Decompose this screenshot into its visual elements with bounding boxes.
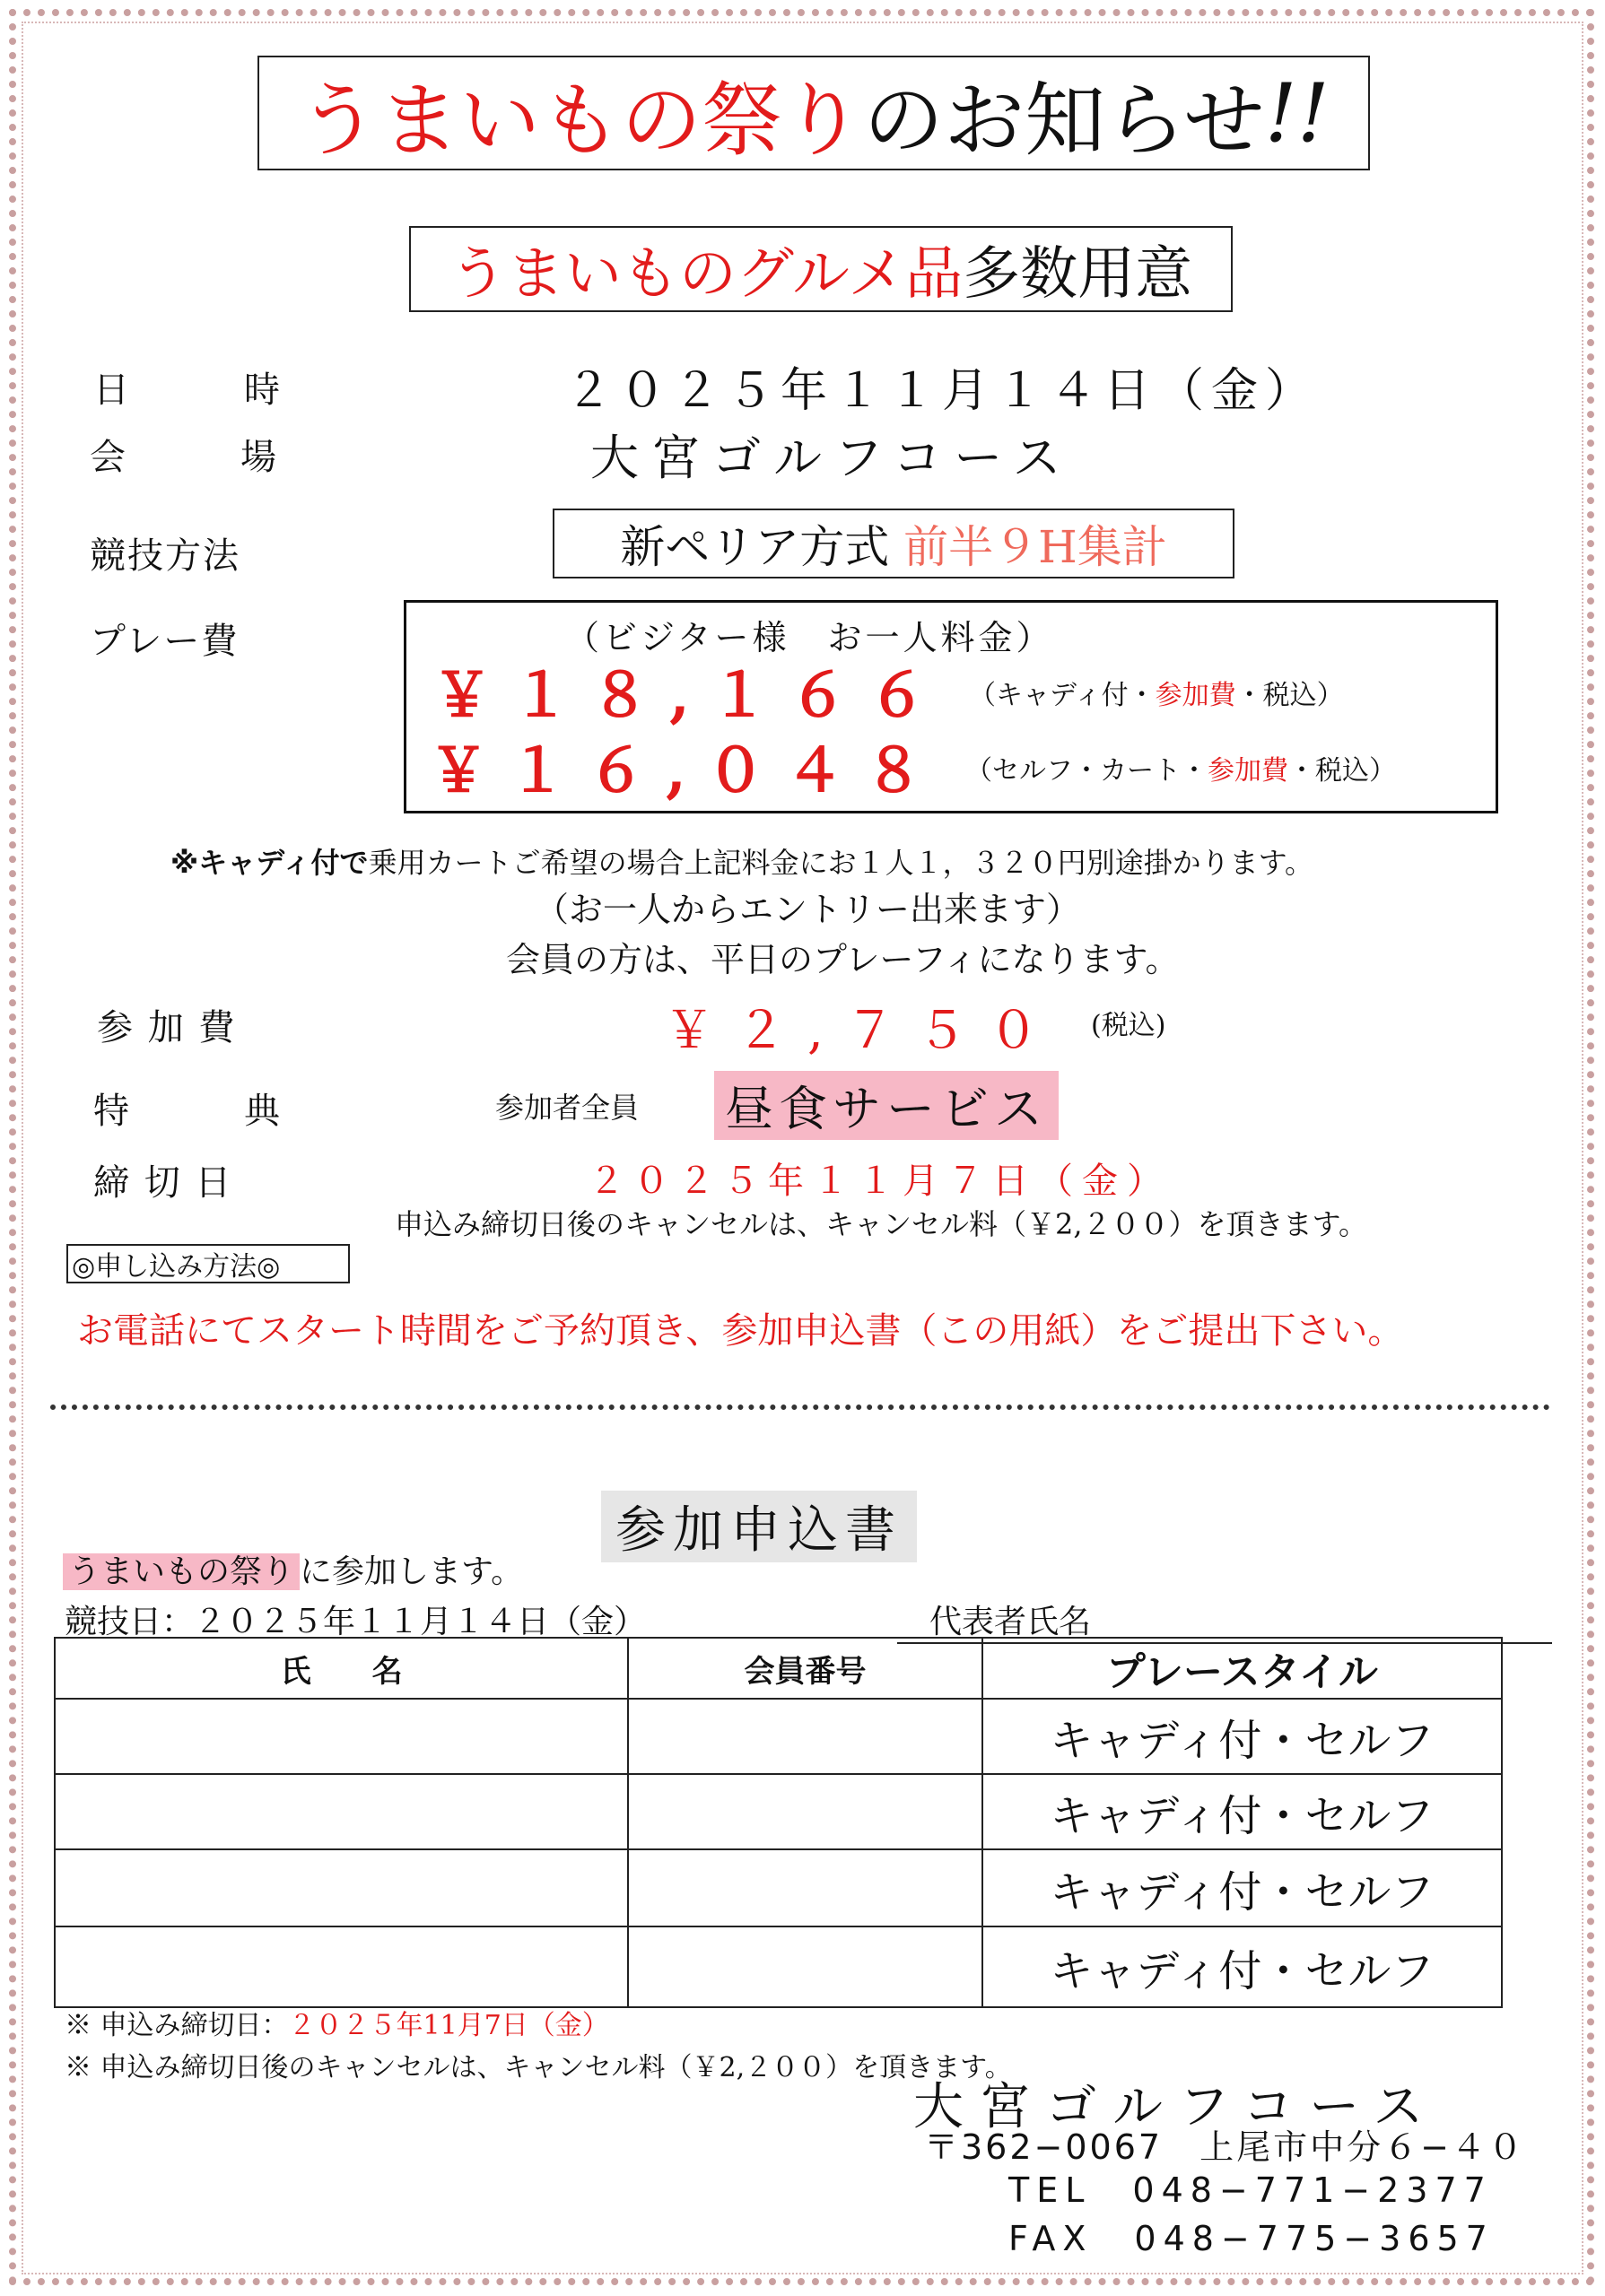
- play-style-cell[interactable]: キャディ付・セルフ: [982, 1926, 1502, 2007]
- form-event-name: うまいもの祭り: [63, 1553, 300, 1590]
- member-no-cell[interactable]: [628, 1699, 981, 1774]
- self-note-a: （セルフ・カート・: [965, 755, 1208, 787]
- subtitle-red: うまいものグルメ品: [449, 241, 964, 308]
- member-note: 会員の方は、平日のプレーフィになります。: [506, 940, 1180, 979]
- name-cell[interactable]: [55, 1926, 628, 2007]
- table-row: [55, 1774, 1502, 1849]
- cart-note: [170, 840, 1313, 882]
- fee-heading: （ビジター様 お一人料金）: [565, 618, 1054, 657]
- perk-small: 参加者全員: [495, 1091, 640, 1125]
- self-note-b: 参加費: [1208, 755, 1288, 787]
- solo-note: （お一人からエントリー出来ます）: [535, 890, 1081, 929]
- name-cell[interactable]: [55, 1774, 628, 1849]
- self-note: [965, 748, 1396, 787]
- cart-note-rest: 乗用カートご希望の場合上記料金にお１人１，３２０円別途掛かります。: [368, 846, 1314, 880]
- title-exclamation: !!: [1264, 65, 1330, 161]
- self-note-c: ・税込）: [1288, 755, 1396, 787]
- caddie-note: [969, 673, 1344, 712]
- title-suffix: のお知らせ: [863, 74, 1265, 168]
- entry-table: [54, 1637, 1503, 2008]
- caddie-price: ￥１８,１６６: [432, 660, 946, 730]
- cut-line: [50, 1405, 1550, 1410]
- self-price: ￥１６,０４８: [429, 735, 943, 805]
- entry-fee-label: 参 加 費: [97, 1007, 237, 1048]
- method-box: [553, 509, 1234, 578]
- deadline-value: ２０２５年１１月７日（金）: [589, 1161, 1172, 1202]
- form-event-rest: に参加します。: [300, 1553, 524, 1590]
- play-style-cell[interactable]: キャディ付・セルフ: [982, 1774, 1502, 1849]
- cart-note-bold: ※キャディ付で: [170, 846, 369, 880]
- club-fax: FAX 048−775−3657: [1008, 2219, 1495, 2258]
- caddie-note-c: ・税込）: [1235, 680, 1344, 711]
- member-no-cell[interactable]: [628, 1926, 981, 2007]
- table-header-row: [55, 1638, 1502, 1699]
- footnote-cancel: ※ 申込み締切日後のキャンセルは、キャンセル料（￥2,２００）を頂きます。: [65, 2052, 1012, 2083]
- caddie-note-b: 参加費: [1155, 680, 1236, 711]
- name-cell[interactable]: [55, 1699, 628, 1774]
- date-label: 日 時: [93, 370, 282, 411]
- method-red: 前半９H集計: [903, 521, 1167, 573]
- venue-label: 会 場: [90, 437, 278, 478]
- caddie-note-a: （キャディ付・: [969, 680, 1156, 711]
- venue-value: 大宮ゴルフコース: [590, 430, 1074, 486]
- howto-text: お電話にてスタート時間をご予約頂き、参加申込書（この用紙）をご提出下さい。: [77, 1310, 1404, 1352]
- entry-fee-value: ￥２,７５０: [664, 1002, 1060, 1060]
- name-cell[interactable]: [55, 1849, 628, 1926]
- fee-label: プレー費: [90, 621, 240, 662]
- club-name: 大宮ゴルフコース: [913, 2078, 1440, 2136]
- footnote-deadline-value: ２０２５年11月7日（金）: [288, 2010, 609, 2041]
- method-label: 競技方法: [90, 535, 240, 577]
- form-title: 参加申込書: [601, 1491, 917, 1562]
- perk-label: 特 典: [93, 1091, 282, 1132]
- footnote-deadline-label: ※ 申込み締切日：: [65, 2010, 289, 2041]
- play-style-cell[interactable]: キャディ付・セルフ: [982, 1849, 1502, 1926]
- club-address: 〒362−0067 上尾市中分６−４０: [924, 2127, 1525, 2167]
- table-row: [55, 1849, 1502, 1926]
- form-date: 競技日：２０２５年１１月１４日（金）: [65, 1604, 647, 1640]
- entry-fee-tax: (税込): [1091, 1010, 1166, 1041]
- subtitle-black: 多数用意: [963, 241, 1193, 308]
- title-event-name: うまいもの祭り: [298, 74, 864, 168]
- form-event-line: [63, 1546, 523, 1592]
- table-row: [55, 1926, 1502, 2007]
- header-play-style: プレースタイル: [982, 1638, 1502, 1699]
- page-subtitle: [409, 226, 1233, 312]
- deadline-label: 締 切 日: [93, 1162, 233, 1204]
- footnote-deadline: [65, 2003, 609, 2042]
- header-name: 氏 名: [55, 1638, 628, 1699]
- club-tel: TEL 048−771−2377: [1008, 2170, 1493, 2210]
- date-value: ２０２５年１１月１４日（金）: [565, 364, 1320, 418]
- member-no-cell[interactable]: [628, 1849, 981, 1926]
- member-no-cell[interactable]: [628, 1774, 981, 1849]
- perk-highlight: 昼食サービス: [714, 1071, 1059, 1140]
- play-style-cell[interactable]: キャディ付・セルフ: [982, 1699, 1502, 1774]
- table-row: [55, 1699, 1502, 1774]
- representative-label: 代表者氏名: [929, 1604, 1092, 1640]
- page-title: [257, 56, 1370, 170]
- header-member-no: 会員番号: [628, 1638, 981, 1699]
- method-black: 新ペリア方式: [620, 521, 890, 573]
- cancel-note: 申込み締切日後のキャンセルは、キャンセル料（￥2,２００）を頂きます。: [395, 1207, 1367, 1241]
- howto-label: ◎申し込み方法◎: [66, 1244, 350, 1283]
